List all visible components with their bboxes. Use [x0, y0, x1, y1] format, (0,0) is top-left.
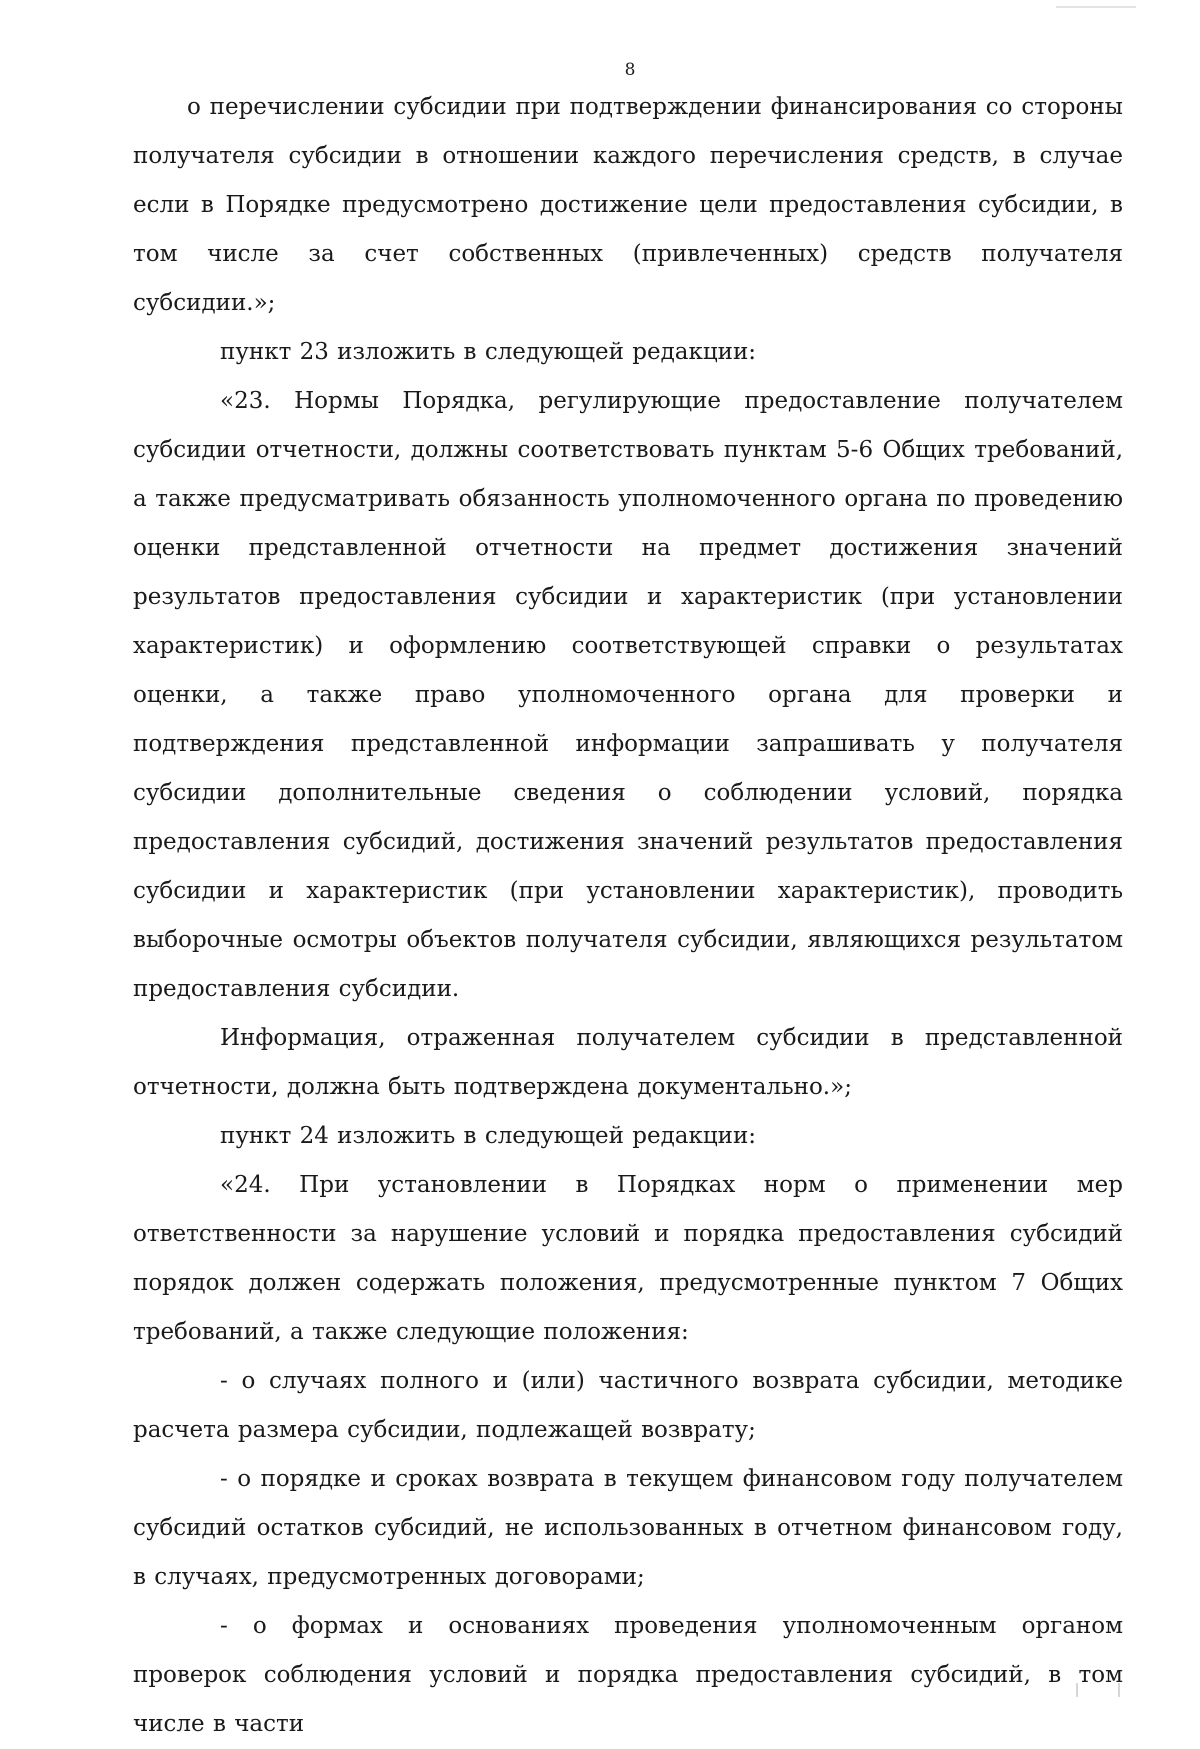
paragraph-item-24-intro: пункт 24 изложить в следующей редакции:: [220, 1123, 757, 1149]
list-item-inspection-forms: - о формах и основаниях проведения уполномоченным органом проверок соблюдения условий и порядка предоставления субсидий, в том числе в части: [133, 1613, 1123, 1737]
list-item-return-procedure: - о порядке и сроках возврата в текущем финансовом году получателем субсидий остатков субсидий, не использованных в отчетном финансовом году, в случаях, предусмотренных договорами;: [133, 1466, 1123, 1590]
scan-edge-mark-bottom: [1076, 1683, 1120, 1697]
list-item-return-cases: - о случаях полного и (или) частичного возврата субсидии, методике расчета размера субсидии, подлежащей возврату;: [133, 1368, 1123, 1443]
scan-edge-mark: [1056, 0, 1136, 8]
paragraph-item-23-text: «23. Нормы Порядка, регулирующие предоставление получателем субсидии отчетности, должны соответствовать пунктам 5-6 Общих требований, а также предусматривать обязанность уполномоченного органа по проведению оценки представленной отчетности на предмет достижения значений результатов предоставления субсидии и характеристик (при установлении характеристик) и оформлению соответствующей справки о результатах оценки, а также право уполномоченного органа для проверки и подтверждения представленной информации запрашивать у получателя субсидии дополнительные сведения о соблюдении условий, порядка предоставления субсидий, достижения значений результатов предоставления субсидии и характеристик (при установлении характеристик), проводить выборочные осмотры объектов получателя субсидии, являющихся результатом предоставления субсидии.: [133, 388, 1123, 1002]
page-number: 8: [624, 60, 636, 80]
paragraph-item-23-intro: пункт 23 изложить в следующей редакции:: [220, 339, 757, 365]
paragraph-item-24-text: «24. При установлении в Порядках норм о применении мер ответственности за нарушение условий и порядка предоставления субсидий порядок должен содержать положения, предусмотренные пунктом 7 Общих требований, а также следующие положения:: [133, 1172, 1123, 1345]
paragraph-reporting-info: Информация, отраженная получателем субсидии в представленной отчетности, должна быть подтверждена документально.»;: [133, 1025, 1123, 1100]
paragraph-subsidy-transfer-end: о перечислении субсидии при подтверждении финансирования со стороны получателя субсидии в отношении каждого перечисления средств, в случае если в Порядке предусмотрено достижение цели предоставления субсидии, в том числе за счет собственных (привлеченных) средств получателя субсидии.»;: [133, 94, 1123, 316]
document-body: [133, 83, 1123, 1749]
